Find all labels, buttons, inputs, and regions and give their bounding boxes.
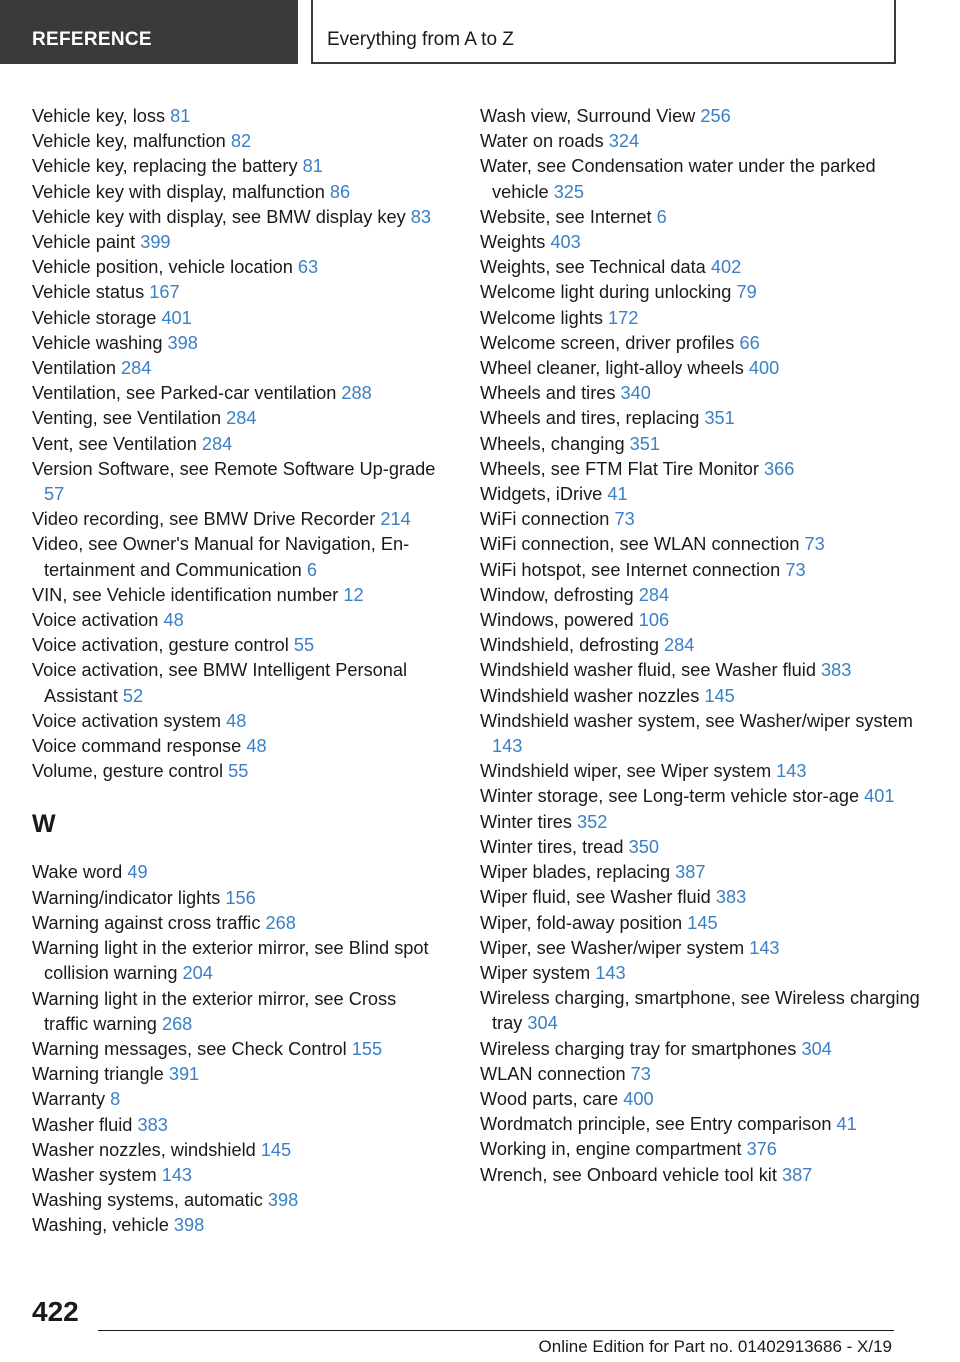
index-entry	[480, 1037, 920, 1062]
index-entry	[480, 658, 920, 683]
page-reference-link[interactable]: 401	[864, 786, 895, 807]
index-term: Welcome light during unlocking	[480, 282, 732, 303]
index-term: Volume, gesture control	[32, 761, 224, 782]
index-entry	[32, 658, 442, 708]
index-entry	[480, 1112, 920, 1137]
index-term: Vehicle key, malfunction	[32, 131, 226, 152]
page-reference-link[interactable]: 143	[161, 1164, 193, 1185]
page-reference-link[interactable]: 204	[182, 963, 213, 984]
index-term: Wood parts, care	[480, 1088, 619, 1109]
index-entry	[480, 406, 920, 431]
index-term: Voice command response	[32, 736, 242, 757]
page-reference-link[interactable]: 350	[628, 836, 659, 857]
index-term: Wake word	[32, 862, 123, 883]
index-entry	[480, 885, 920, 910]
index-entry	[32, 255, 442, 280]
index-entry	[480, 583, 920, 608]
index-entry	[480, 280, 920, 305]
index-entry	[32, 608, 442, 633]
index-entry	[480, 860, 920, 885]
index-entry	[480, 230, 920, 255]
page-reference-link[interactable]: 304	[801, 1038, 832, 1059]
index-term: Wheels, changing	[480, 433, 625, 454]
index-term: Voice activation, gesture control	[32, 635, 289, 656]
index-term: Winter tires, tread	[480, 836, 624, 857]
index-entry	[32, 457, 442, 507]
page-reference-link[interactable]: 83	[410, 206, 431, 227]
page-reference-link[interactable]: 351	[629, 433, 660, 454]
index-entry	[480, 961, 920, 986]
index-term: Vehicle storage	[32, 307, 157, 328]
page-reference-link[interactable]: 391	[168, 1064, 200, 1085]
page-reference-link[interactable]: 55	[228, 761, 249, 782]
page-reference-link[interactable]: 387	[675, 862, 706, 883]
page-reference-link[interactable]: 143	[595, 962, 626, 983]
index-entry	[480, 1087, 920, 1112]
index-entry	[480, 381, 920, 406]
index-term: Weights	[480, 232, 546, 253]
index-term: Vehicle washing	[32, 332, 163, 353]
index-entry	[480, 810, 920, 835]
index-term: Warning/indicator lights	[32, 887, 221, 908]
index-entry	[32, 936, 442, 986]
index-entry	[480, 558, 920, 583]
index-term: Wrench, see Onboard vehicle tool kit	[480, 1164, 777, 1185]
index-entry	[480, 507, 920, 532]
index-entry	[32, 911, 442, 936]
index-entry	[32, 1037, 442, 1062]
page-reference-link[interactable]: 398	[267, 1190, 299, 1211]
index-entry	[32, 532, 442, 582]
page-reference-link[interactable]: 73	[614, 509, 635, 530]
index-term: Voice activation system	[32, 710, 222, 731]
page-reference-link[interactable]: 376	[746, 1139, 777, 1160]
index-entry	[480, 684, 920, 709]
page-reference-link[interactable]: 167	[149, 282, 180, 303]
index-term: Vent, see Ventilation	[32, 433, 197, 454]
index-entry	[32, 230, 442, 255]
page-reference-link[interactable]: 351	[704, 408, 735, 429]
index-entry	[480, 784, 920, 809]
index-entry	[32, 1163, 442, 1188]
index-entry	[480, 356, 920, 381]
index-term: Welcome screen, driver profiles	[480, 332, 735, 353]
page-reference-link[interactable]: 284	[226, 408, 257, 429]
chapter-title: Everything from A to Z	[311, 0, 896, 64]
index-term: Warning against cross traffic	[32, 912, 261, 933]
index-entry	[32, 331, 442, 356]
index-term: Voice activation	[32, 610, 159, 631]
index-term: Windshield washer system, see Washer/wiper system	[480, 710, 913, 731]
index-term: Vehicle key with display, malfunction	[32, 181, 325, 202]
index-entry	[32, 180, 442, 205]
page-reference-link[interactable]: 86	[329, 181, 351, 202]
page-reference-link[interactable]: 6	[306, 559, 317, 580]
page-reference-link[interactable]: 288	[341, 383, 372, 404]
index-entry	[480, 759, 920, 784]
page-reference-link[interactable]: 284	[638, 584, 670, 605]
index-letter-heading: W	[32, 810, 56, 839]
page-reference-link[interactable]: 256	[700, 106, 731, 126]
index-term: Video, see Owner's Manual for Navigation, En-tertainment and Communication	[32, 534, 410, 580]
index-term: Water, see Condensation water under the parked vehicle	[480, 156, 876, 202]
index-term: Windshield washer nozzles	[480, 685, 700, 706]
page-reference-link[interactable]: 145	[687, 912, 718, 933]
page-reference-link[interactable]: 145	[704, 685, 735, 706]
index-term: Ventilation, see Parked-car ventilation	[32, 383, 337, 404]
page-number: 422	[32, 1296, 79, 1327]
index-term: Wiper fluid, see Washer fluid	[480, 887, 711, 908]
index-term: Website, see Internet	[480, 206, 652, 227]
index-term: VIN, see Vehicle identification number	[32, 584, 339, 605]
index-column-left	[32, 104, 442, 1239]
page-reference-link[interactable]: 324	[608, 131, 640, 152]
page-reference-link[interactable]: 352	[577, 811, 608, 832]
index-term: Wiper blades, replacing	[480, 862, 671, 883]
index-entry	[32, 633, 442, 658]
index-term: Wheels and tires	[480, 383, 616, 404]
index-term: Wireless charging, smartphone, see Wireless charging tray	[480, 988, 920, 1034]
page-reference-link[interactable]: 383	[137, 1114, 168, 1135]
page-reference-link[interactable]: 52	[122, 685, 144, 706]
page-reference-link[interactable]: 41	[836, 1114, 857, 1135]
index-entry	[32, 104, 442, 129]
index-term: Warning triangle	[32, 1064, 164, 1085]
index-entry	[480, 129, 920, 154]
index-entry	[480, 255, 920, 280]
index-term: WLAN connection	[480, 1063, 626, 1084]
index-term: Wheels, see FTM Flat Tire Monitor	[480, 458, 759, 479]
index-term: Warranty	[32, 1089, 106, 1110]
page-reference-link[interactable]: 48	[246, 736, 267, 757]
page-reference-link[interactable]: 106	[638, 610, 670, 631]
index-term: Wiper, see Washer/wiper system	[480, 937, 745, 958]
page-reference-link[interactable]: 57	[44, 484, 65, 505]
index-entry	[32, 987, 442, 1037]
index-entry	[480, 1062, 920, 1087]
page-reference-link[interactable]: 400	[748, 358, 780, 379]
index-term: WiFi connection	[480, 509, 610, 530]
index-term: Washer nozzles, windshield	[32, 1139, 256, 1160]
index-term: Welcome lights	[480, 307, 603, 328]
index-entry	[480, 482, 920, 507]
index-term: Washer fluid	[32, 1114, 133, 1135]
page-reference-link[interactable]: 79	[736, 282, 757, 303]
page-reference-link[interactable]: 143	[492, 736, 523, 757]
page-reference-link[interactable]: 73	[785, 559, 806, 580]
index-term: Winter tires	[480, 811, 572, 832]
page-reference-link[interactable]: 340	[620, 383, 651, 404]
index-entry	[480, 709, 920, 759]
page-reference-link[interactable]: 156	[225, 887, 256, 908]
index-term: Working in, engine compartment	[480, 1139, 742, 1160]
index-entry	[480, 457, 920, 482]
page-reference-link[interactable]: 143	[749, 937, 780, 958]
page-reference-link[interactable]: 214	[380, 509, 411, 530]
page-reference-link[interactable]: 82	[230, 131, 252, 152]
index-term: Winter storage, see Long-term vehicle stor-age	[480, 786, 860, 807]
footer-divider	[98, 1330, 894, 1331]
index-term: WiFi connection, see WLAN connection	[480, 534, 800, 555]
index-term: Wiper, fold-away position	[480, 912, 683, 933]
index-term: Widgets, iDrive	[480, 484, 603, 505]
page-reference-link[interactable]: 383	[821, 660, 852, 681]
index-term: Warning light in the exterior mirror, see Blind spot collision warning	[32, 938, 429, 984]
page-reference-link[interactable]: 12	[343, 584, 364, 605]
index-term: Vehicle key, loss	[32, 106, 166, 126]
page-reference-link[interactable]: 155	[351, 1038, 383, 1059]
index-term: Ventilation	[32, 358, 116, 379]
index-entry	[480, 608, 920, 633]
index-term: Windshield, defrosting	[480, 635, 659, 656]
index-entry	[480, 911, 920, 936]
page-reference-link[interactable]: 403	[550, 232, 581, 253]
index-term: Water on roads	[480, 131, 604, 152]
page-reference-link[interactable]: 6	[656, 206, 667, 227]
index-group-v	[32, 104, 442, 784]
index-entry	[32, 1087, 442, 1112]
index-column-right	[480, 104, 920, 1188]
page-reference-link[interactable]: 48	[163, 610, 184, 631]
page-reference-link[interactable]: 399	[140, 232, 171, 253]
index-term: Windshield washer fluid, see Washer fluid	[480, 660, 816, 681]
index-term: Vehicle key, replacing the battery	[32, 156, 298, 177]
page-reference-link[interactable]: 8	[110, 1089, 121, 1110]
index-entry	[32, 734, 442, 759]
page-reference-link[interactable]: 268	[161, 1013, 193, 1034]
index-term: Washing, vehicle	[32, 1215, 169, 1236]
index-term: Wheels and tires, replacing	[480, 408, 700, 429]
index-term: Version Software, see Remote Software Up-grade	[32, 458, 436, 479]
index-entry	[32, 759, 442, 784]
index-entry	[32, 1062, 442, 1087]
page-reference-link[interactable]: 402	[710, 257, 742, 278]
index-term: Washing systems, automatic	[32, 1190, 263, 1211]
index-term: Video recording, see BMW Drive Recorder	[32, 509, 376, 530]
index-term: Vehicle status	[32, 282, 145, 303]
index-term: Window, defrosting	[480, 584, 634, 605]
page-reference-link[interactable]: 304	[527, 1013, 558, 1034]
section-label: REFERENCE	[0, 0, 298, 64]
page-reference-link[interactable]: 398	[173, 1215, 205, 1236]
index-group-w	[32, 860, 442, 1238]
page-reference-link[interactable]: 284	[664, 635, 695, 656]
index-entry	[32, 154, 442, 179]
index-entry	[480, 936, 920, 961]
index-entry	[32, 860, 442, 885]
index-entry	[480, 1137, 920, 1162]
index-entry	[32, 280, 442, 305]
page-reference-link[interactable]: 398	[167, 332, 198, 353]
page-reference-link[interactable]: 48	[226, 710, 247, 731]
page-reference-link[interactable]: 73	[804, 534, 825, 555]
index-entry	[480, 986, 920, 1036]
page-reference-link[interactable]: 401	[161, 307, 192, 328]
index-entry	[32, 709, 442, 734]
index-entry	[32, 507, 442, 532]
page-reference-link[interactable]: 383	[715, 887, 747, 908]
index-entry	[32, 129, 442, 154]
index-term: Venting, see Ventilation	[32, 408, 222, 429]
index-entry	[480, 104, 920, 129]
index-term: WiFi hotspot, see Internet connection	[480, 559, 781, 580]
page-reference-link[interactable]: 55	[293, 635, 315, 656]
index-term: Wordmatch principle, see Entry comparison	[480, 1114, 832, 1135]
page-reference-link[interactable]: 145	[260, 1139, 292, 1160]
page-reference-link[interactable]: 81	[170, 106, 191, 126]
index-entry	[32, 406, 442, 431]
index-entry	[32, 583, 442, 608]
index-entry	[32, 1113, 442, 1138]
page-reference-link[interactable]: 387	[781, 1164, 813, 1185]
index-term: Wheel cleaner, light-alloy wheels	[480, 358, 744, 379]
index-term: Vehicle position, vehicle location	[32, 257, 293, 278]
page-reference-link[interactable]: 284	[121, 358, 152, 379]
page-header	[0, 0, 960, 66]
page-reference-link[interactable]: 73	[630, 1063, 651, 1084]
index-entry	[480, 306, 920, 331]
page-reference-link[interactable]: 49	[127, 862, 148, 883]
page-reference-link[interactable]: 366	[764, 458, 795, 479]
page-reference-link[interactable]: 325	[553, 181, 585, 202]
page-reference-link[interactable]: 63	[297, 257, 319, 278]
index-entry	[480, 1163, 920, 1188]
index-entry	[480, 532, 920, 557]
index-term: Wiper system	[480, 962, 591, 983]
edition-note: Online Edition for Part no. 01402913686 - X/19	[538, 1337, 892, 1356]
index-entry	[480, 633, 920, 658]
index-entry	[480, 205, 920, 230]
index-entry	[32, 356, 442, 381]
page-reference-link[interactable]: 284	[201, 433, 233, 454]
index-entry	[32, 432, 442, 457]
index-term: Warning light in the exterior mirror, see Cross traffic warning	[32, 988, 397, 1034]
index-entry	[32, 205, 442, 230]
index-term: Voice activation, see BMW Intelligent Personal Assistant	[32, 660, 408, 706]
index-entry	[32, 1188, 442, 1213]
index-term: Windows, powered	[480, 610, 634, 631]
index-term: Vehicle key with display, see BMW display key	[32, 206, 406, 227]
index-entry	[480, 331, 920, 356]
page-reference-link[interactable]: 172	[608, 307, 639, 328]
index-entry	[32, 1138, 442, 1163]
index-term: Washer system	[32, 1164, 157, 1185]
index-entry	[480, 154, 920, 204]
index-entry	[32, 1213, 442, 1238]
index-group-right	[480, 104, 920, 1188]
page-reference-link[interactable]: 81	[302, 156, 323, 177]
index-term: Vehicle paint	[32, 232, 136, 253]
index-term: Windshield wiper, see Wiper system	[480, 761, 772, 782]
index-entry	[480, 835, 920, 860]
page-reference-link[interactable]: 41	[607, 484, 628, 505]
index-term: Warning messages, see Check Control	[32, 1038, 347, 1059]
index-entry	[32, 886, 442, 911]
index-entry	[480, 432, 920, 457]
index-entry	[32, 381, 442, 406]
page-reference-link[interactable]: 66	[739, 332, 760, 353]
index-term: Wash view, Surround View	[480, 106, 696, 126]
page-reference-link[interactable]: 143	[776, 761, 807, 782]
page-reference-link[interactable]: 400	[623, 1088, 654, 1109]
index-entry	[32, 306, 442, 331]
index-term: Wireless charging tray for smartphones	[480, 1038, 797, 1059]
index-term: Weights, see Technical data	[480, 257, 706, 278]
page-reference-link[interactable]: 268	[265, 912, 296, 933]
